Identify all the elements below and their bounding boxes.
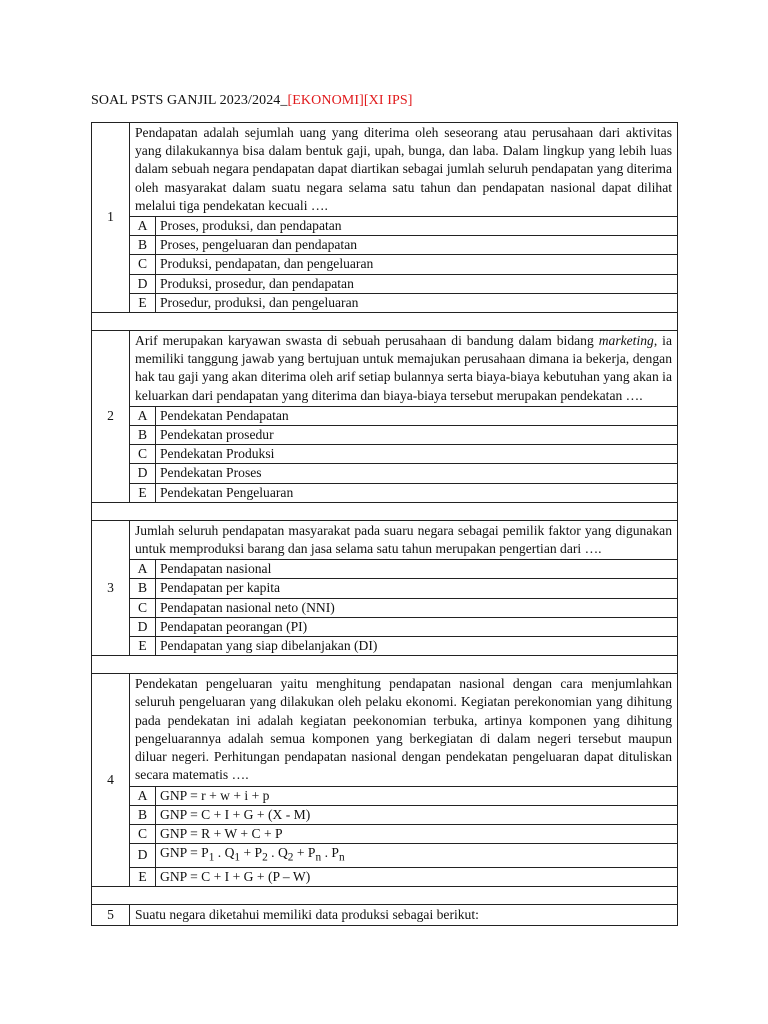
option-row	[92, 274, 678, 293]
option-letter: A	[130, 217, 156, 236]
question-text: Jumlah seluruh pendapatan masyarakat pada suaru negara sebagai pemilik faktor yang digunakan untuk memproduksi barang dan jasa selama satu tahun merupakan pengertian dari ….	[130, 520, 678, 559]
option-text: Pendekatan Proses	[156, 464, 678, 483]
page-title: SOAL PSTS GANJIL 2023/2024_[EKONOMI][XI IPS]	[91, 93, 413, 108]
option-row	[92, 445, 678, 464]
question-row-5	[92, 905, 678, 926]
option-row	[92, 217, 678, 236]
option-letter: E	[130, 868, 156, 887]
option-letter: A	[130, 406, 156, 425]
question-number: 3	[92, 520, 130, 655]
option-row	[92, 786, 678, 805]
option-text: GNP = C + I + G + (X - M)	[156, 805, 678, 824]
option-letter: C	[130, 598, 156, 617]
option-row	[92, 844, 678, 868]
option-text: Produksi, pendapatan, dan pengeluaran	[156, 255, 678, 274]
option-row	[92, 293, 678, 312]
option-row	[92, 868, 678, 887]
option-text: GNP = R + W + C + P	[156, 824, 678, 843]
spacer-row	[92, 887, 678, 905]
question-row-2	[92, 331, 678, 407]
option-row	[92, 637, 678, 656]
option-text: Pendapatan per kapita	[156, 579, 678, 598]
question-number: 5	[92, 905, 130, 926]
option-text: Proses, pengeluaran dan pendapatan	[156, 236, 678, 255]
class-tag: [XI IPS]	[363, 93, 413, 108]
option-row	[92, 560, 678, 579]
option-text: GNP = r + w + i + p	[156, 786, 678, 805]
option-letter: B	[130, 426, 156, 445]
option-letter: E	[130, 483, 156, 502]
question-row-1	[92, 123, 678, 217]
option-letter: E	[130, 293, 156, 312]
option-letter: C	[130, 255, 156, 274]
option-row	[92, 426, 678, 445]
option-row	[92, 824, 678, 843]
option-row	[92, 483, 678, 502]
option-letter: D	[130, 844, 156, 868]
question-number: 4	[92, 674, 130, 887]
option-text: GNP = C + I + G + (P – W)	[156, 868, 678, 887]
question-row-4	[92, 674, 678, 786]
option-row	[92, 598, 678, 617]
option-row	[92, 617, 678, 636]
option-text: Pendekatan prosedur	[156, 426, 678, 445]
option-text: Prosedur, produksi, dan pengeluaran	[156, 293, 678, 312]
option-text: Produksi, prosedur, dan pendapatan	[156, 274, 678, 293]
option-row	[92, 464, 678, 483]
question-number: 2	[92, 331, 130, 503]
option-letter: B	[130, 579, 156, 598]
option-text: Pendapatan yang siap dibelanjakan (DI)	[156, 637, 678, 656]
question-table	[91, 122, 678, 926]
option-row	[92, 805, 678, 824]
spacer-row	[92, 502, 678, 520]
option-letter: B	[130, 236, 156, 255]
question-row-3	[92, 520, 678, 559]
option-text: Proses, produksi, dan pendapatan	[156, 217, 678, 236]
subject-tag: [EKONOMI]	[287, 93, 364, 108]
option-text: Pendapatan nasional neto (NNI)	[156, 598, 678, 617]
option-text: Pendapatan nasional	[156, 560, 678, 579]
spacer-row	[92, 313, 678, 331]
question-text: Pendapatan adalah sejumlah uang yang diterima oleh seseorang atau perusahaan dari aktivitas yang dilakukannya bisa dalam bentuk gaji, upah, bunga, dan laba. Dalam lingkup yang lebih luas dalam sebuah negara pendapatan dapat diartikan sebagai jumlah seluruh pendapatan yang diterima oleh masyarakat dalam suatu negara selama satu tahun dan pendapatan nasional dapat dilihat melalui tiga pendekatan kecuali ….	[130, 123, 678, 217]
question-text: Suatu negara diketahui memiliki data produksi sebagai berikut:	[130, 905, 678, 926]
option-formula: GNP = $P_1$ . $Q_1 + P_2$ . $Q_2 + P_n$ . $P_n$	[156, 844, 678, 868]
question-text: Pendekatan pengeluaran yaitu menghitung pendapatan nasional dengan cara menjumlahkan seluruh pengeluaran yang dilakukan oleh pelaku ekonomi. Kegiatan perekonomian yang dihitung pada pendekatan ini adalah kegiatan peekonomian terbuka, artinya komponen yang dihitung pengeluarannya adalah semua komponen yang berkegiatan di dalam negeri tersebut maupun diluar negeri. Perhitungan pendapatan nasional dengan pendekatan pengeluaran dapat dituliskan secara matematis ….	[130, 674, 678, 786]
option-letter: A	[130, 560, 156, 579]
option-text: Pendekatan Produksi	[156, 445, 678, 464]
option-letter: A	[130, 786, 156, 805]
option-text: Pendekatan Pengeluaran	[156, 483, 678, 502]
question-number: 1	[92, 123, 130, 313]
option-row	[92, 236, 678, 255]
option-letter: D	[130, 617, 156, 636]
option-letter: C	[130, 445, 156, 464]
option-row	[92, 579, 678, 598]
option-text: Pendapatan peorangan (PI)	[156, 617, 678, 636]
option-letter: E	[130, 637, 156, 656]
option-letter: D	[130, 464, 156, 483]
option-row	[92, 255, 678, 274]
option-text: Pendekatan Pendapatan	[156, 406, 678, 425]
option-row	[92, 406, 678, 425]
option-letter: B	[130, 805, 156, 824]
spacer-row	[92, 656, 678, 674]
option-letter: C	[130, 824, 156, 843]
option-letter: D	[130, 274, 156, 293]
question-text: Arif merupakan karyawan swasta di sebuah perusahaan di bandung dalam bidang marketing, ia memiliki tanggung jawab yang bertujuan untuk memajukan perusahaan dimana ia bekerja, dengan hak tau gaji yang akan diterima oleh arif setiap bulannya serta biaya-biaya kebutuhan yang akan ia keluarkan dari pendapatan yang diterima dan biaya-biaya tersebut merupakan pendekatan ….	[130, 331, 678, 407]
